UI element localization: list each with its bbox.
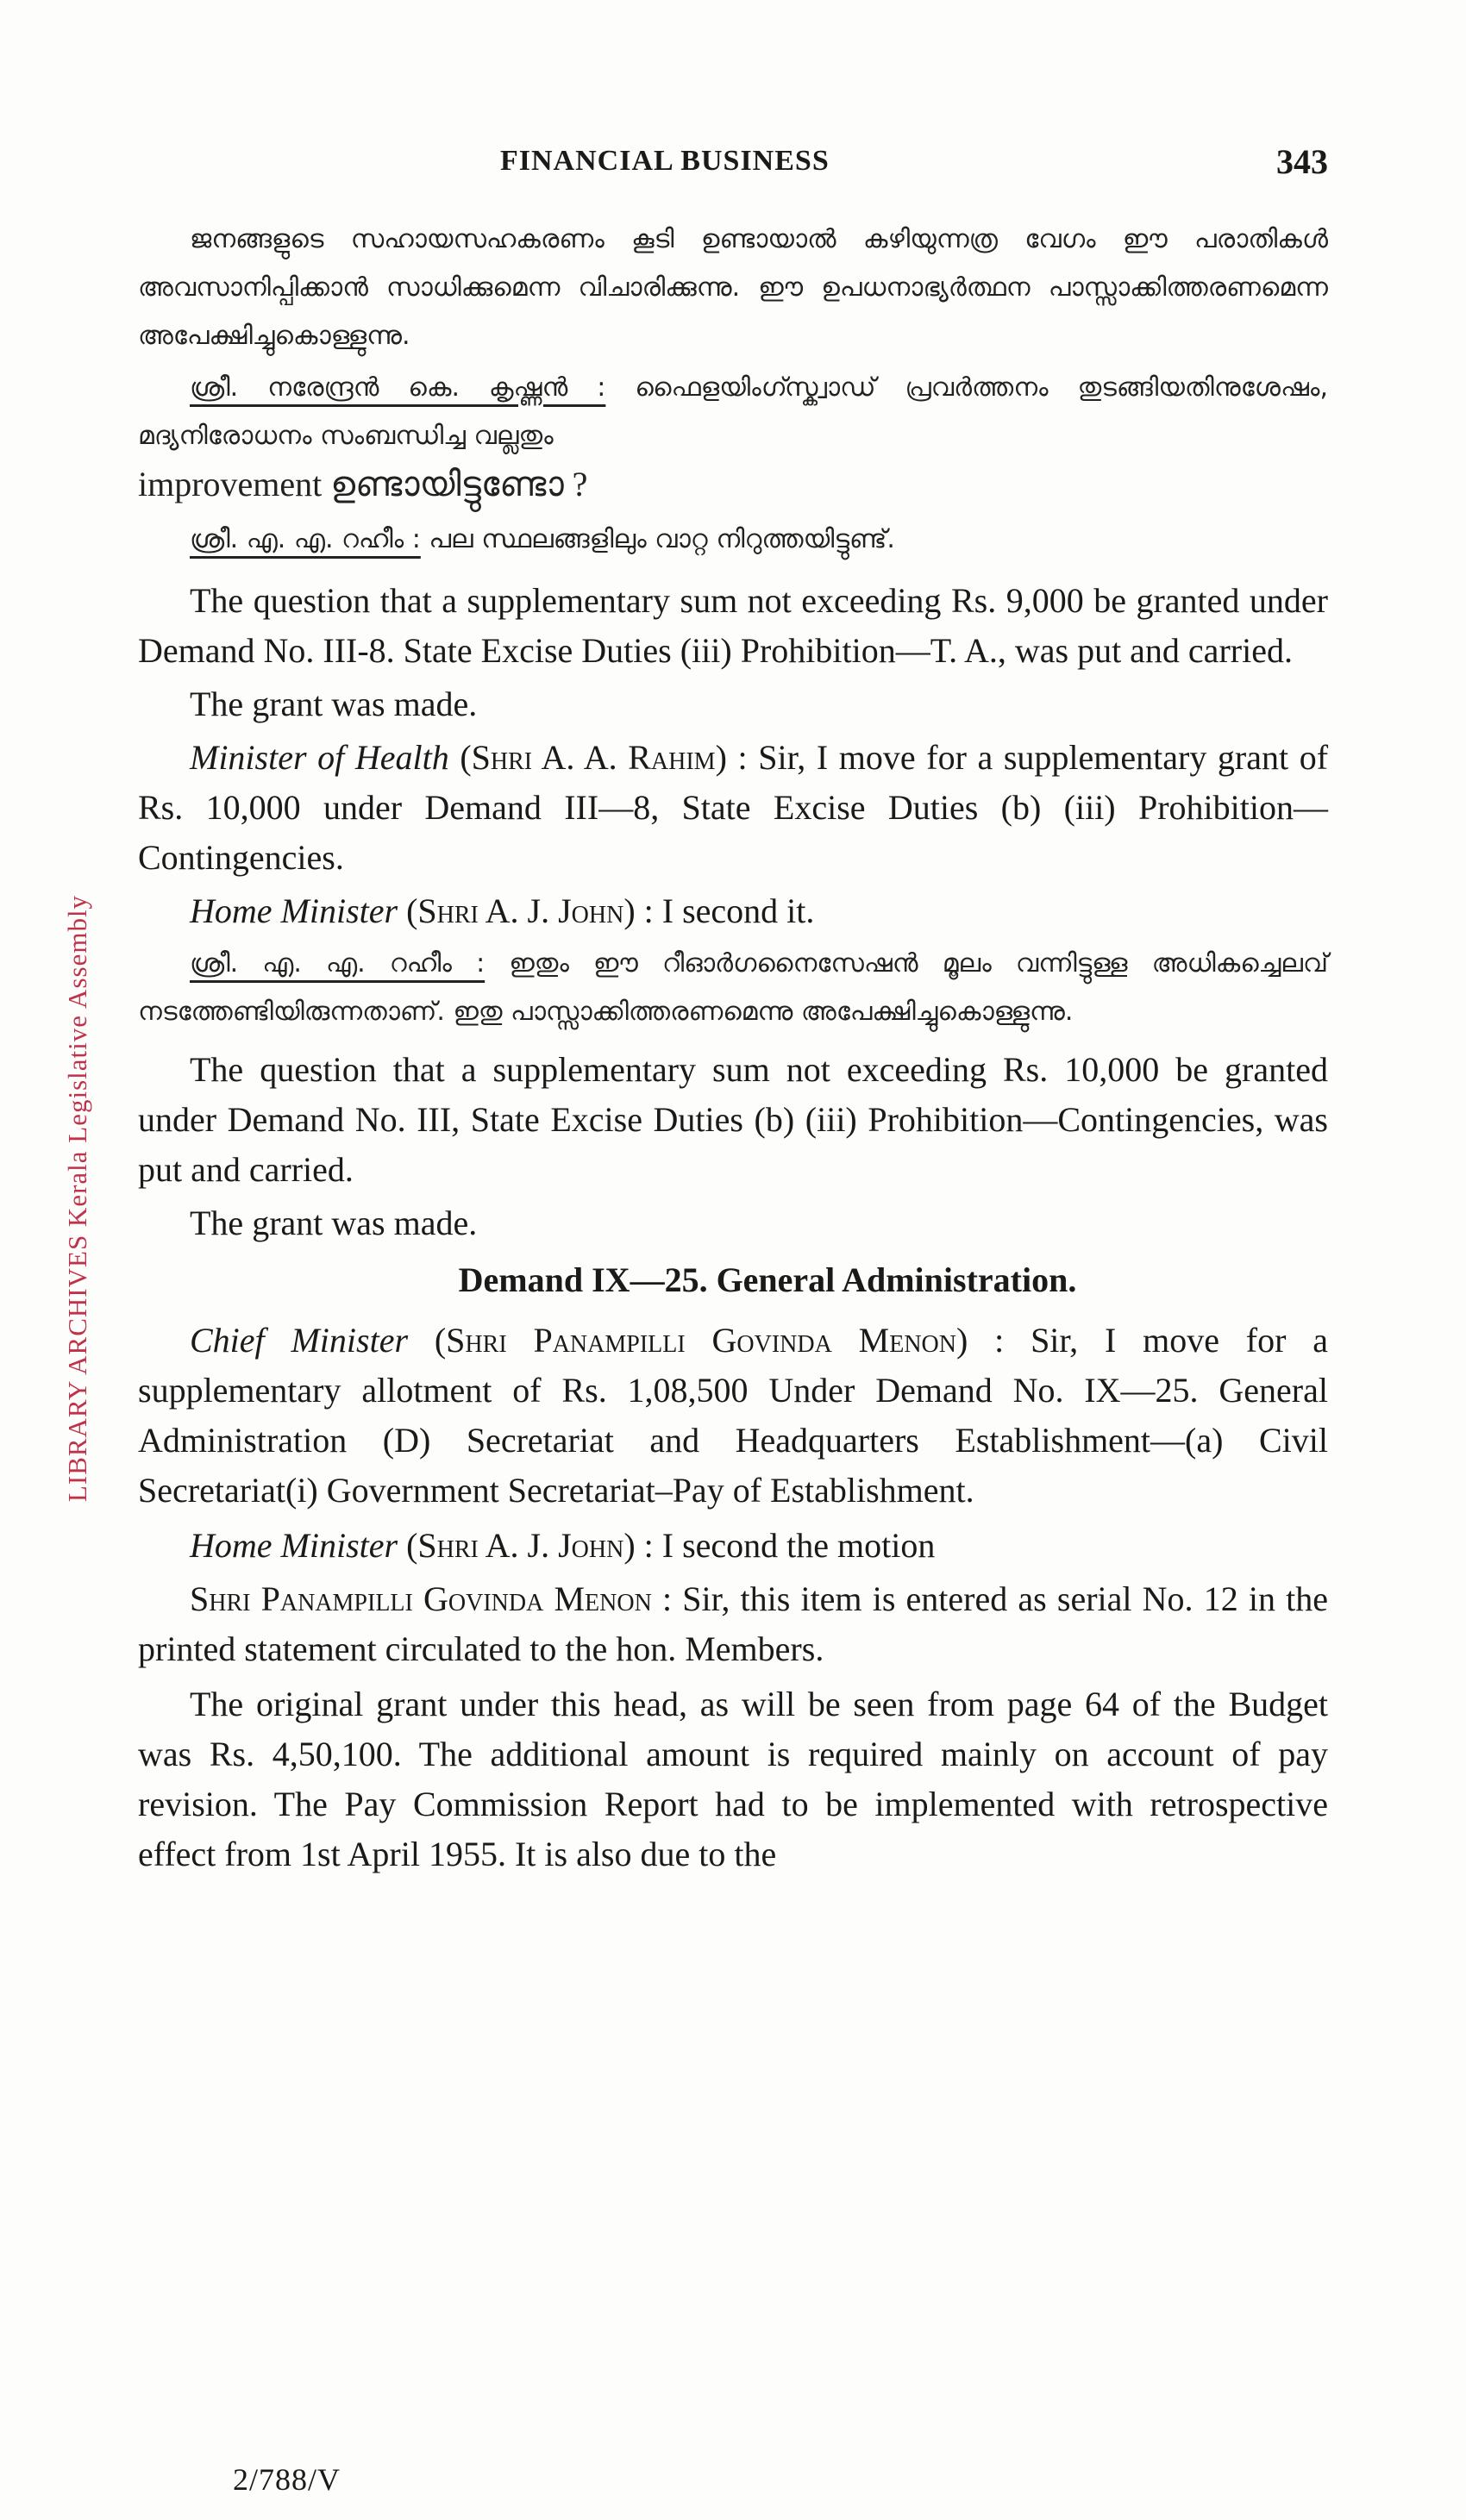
- speech-text: ഇതും ഈ റീഓർഗനൈസേഷൻ മൂലം വന്നിട്ടുള്ള അധികച്ചെലവ് നടത്തേണ്ടിയിരുന്നതാണ്. ഇതു പാസ്സാക്കിത്തരണമെന്നു അപേക്ഷിച്ചുകൊള്ളുന്നു.: [138, 948, 1328, 1027]
- running-head: FINANCIAL BUSINESS: [500, 145, 830, 177]
- archive-watermark-text: LIBRARY ARCHIVES Kerala Legislative Assembly: [62, 894, 92, 1503]
- question-paragraph: The question that a supplementary sum not exceeding Rs. 10,000 be granted under Demand No. III, State Excise Duties (b) (iii) Prohibition—Contingencies, was put and carried.: [138, 1050, 1328, 1189]
- speaker-name: Shri Panampilli Govinda Menon :: [190, 1579, 673, 1618]
- speech-text-end: improvement ഉണ്ടായിട്ടുണ്ടോ ?: [138, 465, 588, 503]
- speaker-name: (Shri A. J. John) :: [406, 891, 654, 930]
- speech-text: Sir, I move for a supplementary allotment of Rs. 1,08,500 Under Demand No. IX—25. General Administration (D) Secretariat and Headquarters Establishment—(a) Civil Secretariat(i) Government Secretariat–Pay of Establishment.: [138, 1321, 1328, 1510]
- grant-made-line: The grant was made.: [190, 685, 478, 723]
- speech-text: I second it.: [661, 891, 815, 930]
- speech-paragraph: [138, 1574, 1328, 1674]
- speech-text: പല സ്ഥലങ്ങളിലും വാറ്റ നിറുത്തയിട്ടുണ്ട്.: [429, 524, 895, 554]
- speaker-name: (Shri A. J. John) :: [406, 1526, 654, 1565]
- speaker-name: (Shri A. A. Rahim) :: [460, 738, 748, 777]
- speaker-name: ശ്രീ. എ. എ. റഹീം :: [190, 524, 421, 554]
- page-body: [138, 216, 1328, 1883]
- page-header: [138, 138, 1328, 190]
- speaker-title: Chief Minister: [190, 1321, 409, 1360]
- speaker-title: Minister of Health: [190, 738, 449, 777]
- speech-text: Sir, I move for a supplementary grant of Rs. 10,000 under Demand III—8, State Excise Duties (b) (iii) Prohibition—Contingencies.: [138, 738, 1329, 877]
- grant-made-line: The grant was made.: [190, 1204, 478, 1242]
- speech-paragraph: [138, 733, 1328, 883]
- speaker-name: (Shri Panampilli Govinda Menon) :: [434, 1321, 1005, 1360]
- malayalam-speech: [138, 364, 1328, 512]
- speech-text: Sir, this item is entered as serial No. 12 in the printed statement circulated to the hon. Members.: [138, 1579, 1328, 1668]
- speech-text: I second the motion: [661, 1526, 936, 1565]
- body-paragraph: The original grant under this head, as will be seen from page 64 of the Budget was Rs. 4,50,100. The additional amount is required mainly on account of pay revision. The Pay Commission Report had to be implemented with retrospective effect from 1st April 1955. It is also due to the: [138, 1685, 1328, 1873]
- printer-code: 2/788/V: [233, 2462, 341, 2497]
- speech-paragraph: [138, 1521, 1328, 1571]
- speech-paragraph: [138, 1316, 1328, 1516]
- section-heading: Demand IX—25. General Administration.: [458, 1260, 1077, 1299]
- archive-watermark: [52, 894, 103, 1503]
- speaker-title: Home Minister: [190, 1526, 398, 1565]
- speaker-name: ശ്രീ. നരേന്ദ്രൻ കെ. കൃഷ്ണൻ :: [190, 372, 606, 403]
- malayalam-speech: [138, 940, 1328, 1036]
- page-number: 343: [1276, 142, 1328, 181]
- speaker-title: Home Minister: [190, 891, 398, 930]
- speech-paragraph: [138, 886, 1328, 936]
- malayalam-speech: [138, 516, 1328, 564]
- speech-text: ഫൈളയിംഗ്സ്ക്വാഡ് പ്രവർത്തനം തുടങ്ങിയതിനുശേഷം, മദ്യനിരോധനം സംബന്ധിച്ച വല്ലതും: [138, 372, 1328, 451]
- speaker-name: ശ്രീ. എ. എ. റഹീം :: [190, 948, 486, 979]
- question-paragraph: The question that a supplementary sum not exceeding Rs. 9,000 be granted under Demand No. III-8. State Excise Duties (iii) Prohibition—T. A., was put and carried.: [138, 581, 1328, 670]
- malayalam-paragraph: ജനങ്ങളുടെ സഹായസഹകരണം കൂടി ഉണ്ടായാൽ കഴിയുന്നത്ര വേഗം ഈ പരാതികൾ അവസാനിപ്പിക്കാൻ സാധിക്കുമെന്ന വിചാരിക്കുന്നു. ഈ ഉപധനാഭ്യർത്ഥന പാസ്സാക്കിത്തരണമെന്ന അപേക്ഷിച്ചുകൊള്ളുന്നു.: [138, 224, 1328, 351]
